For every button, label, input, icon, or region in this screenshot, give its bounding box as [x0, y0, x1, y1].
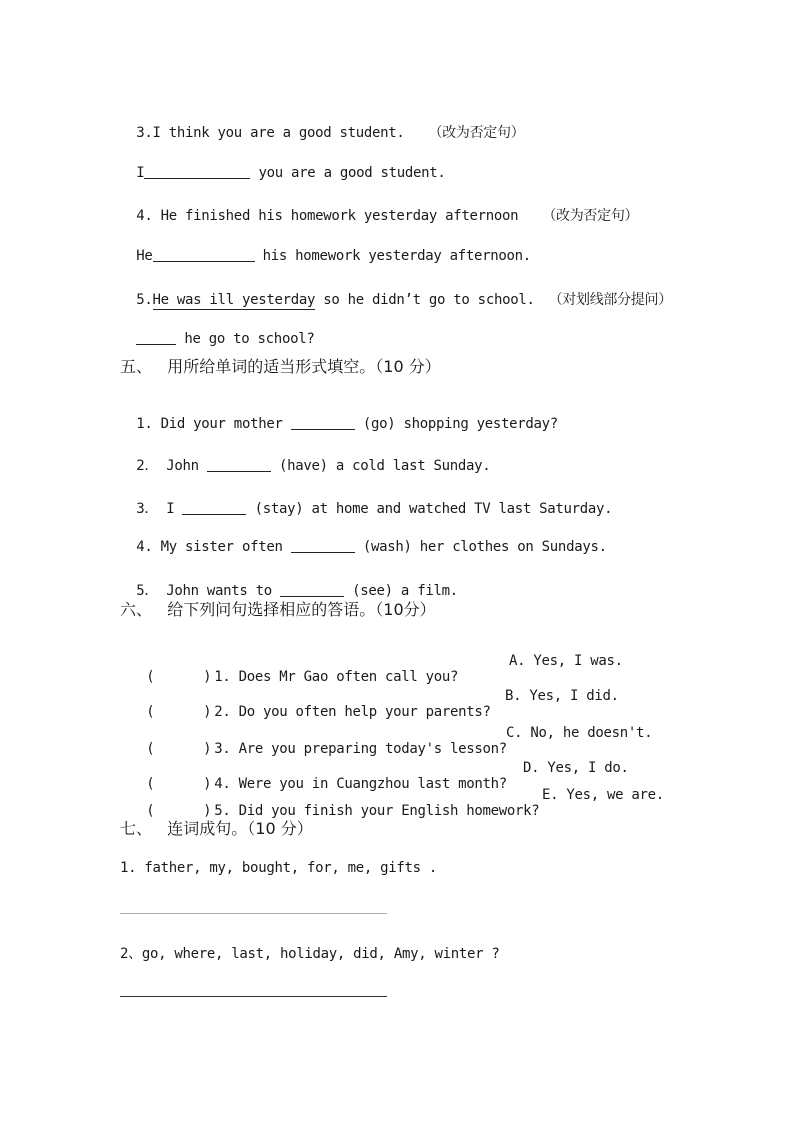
- question-4-4: [120, 189, 638, 225]
- order-item-1: 1. father, my, bought, for, me, gifts .: [120, 860, 438, 876]
- fill-blank[interactable]: [291, 415, 355, 430]
- answer-prefix: He: [136, 248, 153, 264]
- question-text: 4. He finished his homework yesterday afternoon: [136, 208, 519, 224]
- item-hint: (see) a film.: [344, 583, 458, 599]
- order-item-2: 2、go, where, last, holiday, did, Amy, winter ?: [120, 946, 500, 962]
- item-hint: (stay) at home and watched TV last Saturday.: [246, 501, 613, 517]
- item-text: 1. Did your mother: [136, 416, 291, 432]
- item-text: 2． John: [136, 458, 207, 474]
- answer-writing-line-2[interactable]: [120, 996, 387, 997]
- match-question: 4. Were you in Cuangzhou last month?: [214, 776, 507, 792]
- question-4-3: [120, 106, 524, 142]
- fill-item-5: [120, 564, 458, 600]
- match-answer: D. Yes, I do.: [523, 760, 629, 776]
- match-answer: A. Yes, I was.: [509, 653, 623, 669]
- fill-blank[interactable]: [182, 500, 246, 515]
- match-question: 2. Do you often help your parents?: [214, 704, 491, 720]
- answer-line-4-5: [120, 314, 314, 347]
- match-question: 5. Did you finish your English homework?: [214, 803, 540, 819]
- answer-prefix: I: [136, 165, 145, 181]
- fill-blank[interactable]: [291, 538, 355, 553]
- answer-paren[interactable]: ( ): [146, 803, 212, 819]
- question-text: 3.I think you are a good student.: [136, 125, 405, 141]
- fill-item-2: [120, 439, 490, 475]
- answer-line-4-3: [120, 148, 446, 181]
- item-hint: (go) shopping yesterday?: [354, 416, 558, 432]
- answer-blank[interactable]: [153, 247, 255, 262]
- item-text: 5． John wants to: [136, 583, 281, 599]
- section-7-heading: 七、 连词成句。（10 分）: [120, 819, 313, 838]
- fill-blank[interactable]: [207, 457, 271, 472]
- answer-writing-line-1[interactable]: [120, 913, 387, 914]
- answer-suffix: he go to school?: [176, 331, 315, 347]
- section-5-heading: 五、 用所给单词的适当形式填空。（10 分）: [120, 357, 441, 376]
- fill-item-1: [120, 399, 558, 432]
- question-text: so he didn’t go to school.: [315, 292, 535, 308]
- answer-blank[interactable]: [136, 330, 176, 345]
- fill-blank[interactable]: [280, 582, 344, 597]
- item-hint: (wash) her clothes on Sundays.: [354, 539, 607, 555]
- question-number: 5.: [136, 292, 153, 308]
- match-question: 3. Are you preparing today's lesson?: [214, 741, 507, 757]
- instruction-note: （对划线部分提问）: [548, 292, 672, 308]
- fill-item-3: [120, 482, 612, 518]
- answer-suffix: his homework yesterday afternoon.: [254, 248, 531, 264]
- answer-paren[interactable]: ( ): [146, 741, 212, 757]
- answer-paren[interactable]: ( ): [146, 669, 212, 685]
- underlined-phrase: He was ill yesterday: [152, 292, 316, 308]
- item-hint: (have) a cold last Sunday.: [270, 458, 491, 474]
- answer-blank[interactable]: [144, 164, 250, 179]
- match-question: 1. Does Mr Gao often call you?: [214, 669, 459, 685]
- match-answer: C. No, he doesn't.: [506, 725, 653, 741]
- fill-item-4: [120, 522, 607, 555]
- answer-paren[interactable]: ( ): [146, 776, 212, 792]
- item-text: 3． I: [136, 501, 183, 517]
- answer-paren[interactable]: ( ): [146, 704, 212, 720]
- question-4-5: [120, 273, 672, 309]
- section-6-heading: 六、 给下列问句选择相应的答语。（10分）: [120, 600, 436, 619]
- instruction-note: （改为否定句）: [542, 208, 639, 224]
- answer-line-4-4: [120, 231, 531, 264]
- instruction-note: （改为否定句）: [428, 125, 525, 141]
- match-answer: B. Yes, I did.: [505, 688, 619, 704]
- match-answer: E. Yes, we are.: [542, 787, 664, 803]
- item-text: 4. My sister often: [136, 539, 291, 555]
- answer-suffix: you are a good student.: [250, 165, 446, 181]
